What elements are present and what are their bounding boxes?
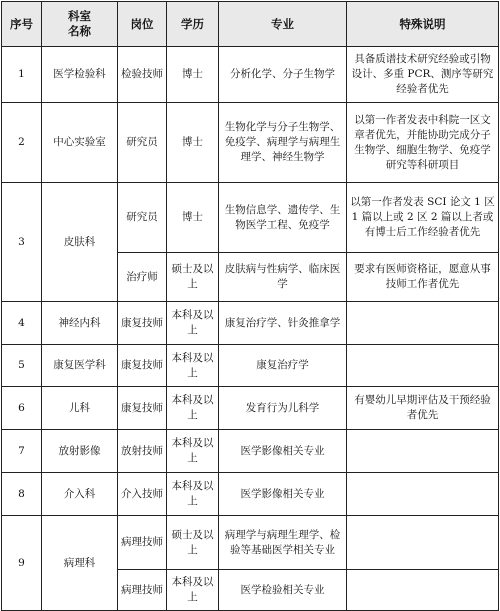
major-cell: 生物信息学、遗传学、生物医学工程、免疫学	[219, 183, 347, 253]
education-cell: 本科及以上	[167, 387, 219, 430]
recruitment-table	[1, 1, 499, 611]
major-cell: 医学检验相关专业	[219, 570, 347, 611]
table-row	[2, 430, 499, 473]
table-body	[2, 47, 499, 611]
table-row	[2, 302, 499, 345]
position-cell: 检验技师	[118, 47, 167, 103]
notes-cell: 有婴幼儿早期评估及干预经验者优先	[347, 387, 499, 430]
dept-cell: 儿科	[42, 387, 118, 430]
notes-cell: 以第一作者发表 SCI 论文 1 区 1 篇以上或 2 区 2 篇以上者或有博士后工作经验者优先	[347, 183, 499, 253]
major-cell: 发育行为儿科学	[219, 387, 347, 430]
position-cell: 康复技师	[118, 387, 167, 430]
seq-cell: 9	[2, 516, 42, 611]
notes-cell	[347, 570, 499, 611]
notes-cell	[347, 430, 499, 473]
education-cell: 博士	[167, 103, 219, 183]
seq-cell: 6	[2, 387, 42, 430]
education-cell: 博士	[167, 47, 219, 103]
notes-cell: 以第一作者发表中科院一区文章者优先，并能协助完成分子生物学、细胞生物学、免疫学研究等科研项目	[347, 103, 499, 183]
dept-cell: 中心实验室	[42, 103, 118, 183]
seq-cell: 8	[2, 473, 42, 516]
position-cell: 康复技师	[118, 302, 167, 345]
table-row	[2, 473, 499, 516]
header-dept: 科室 名称	[42, 2, 118, 47]
seq-cell: 3	[2, 183, 42, 302]
dept-cell: 医学检验科	[42, 47, 118, 103]
dept-cell: 神经内科	[42, 302, 118, 345]
dept-cell: 介入科	[42, 473, 118, 516]
position-cell: 放射技师	[118, 430, 167, 473]
header-major: 专业	[219, 2, 347, 47]
notes-cell: 具备质谱技术研究经验或引物设计、多重 PCR、测序等研究经验者优先	[347, 47, 499, 103]
table-row	[2, 47, 499, 103]
header-position: 岗位	[118, 2, 167, 47]
dept-cell: 病理科	[42, 516, 118, 611]
position-cell: 研究员	[118, 103, 167, 183]
position-cell: 康复技师	[118, 345, 167, 387]
major-cell: 病理学与病理生理学、检验等基础医学相关专业	[219, 516, 347, 570]
notes-cell: 要求有医师资格证，愿意从事技师工作者优先	[347, 253, 499, 302]
position-cell: 介入技师	[118, 473, 167, 516]
education-cell: 硕士及以上	[167, 516, 219, 570]
notes-cell	[347, 473, 499, 516]
education-cell: 本科及以上	[167, 345, 219, 387]
seq-cell: 4	[2, 302, 42, 345]
position-cell: 病理技师	[118, 570, 167, 611]
table-header	[2, 2, 499, 47]
table-row	[2, 345, 499, 387]
major-cell: 康复治疗学	[219, 345, 347, 387]
education-cell: 本科及以上	[167, 570, 219, 611]
education-cell: 博士	[167, 183, 219, 253]
table-row	[2, 387, 499, 430]
major-cell: 医学影像相关专业	[219, 473, 347, 516]
table-row	[2, 516, 499, 570]
seq-cell: 1	[2, 47, 42, 103]
header-education: 学历	[167, 2, 219, 47]
dept-cell: 放射影像	[42, 430, 118, 473]
table-row	[2, 183, 499, 253]
dept-cell: 康复医学科	[42, 345, 118, 387]
position-cell: 治疗师	[118, 253, 167, 302]
notes-cell	[347, 516, 499, 570]
notes-cell	[347, 302, 499, 345]
notes-cell	[347, 345, 499, 387]
seq-cell: 2	[2, 103, 42, 183]
seq-cell: 5	[2, 345, 42, 387]
major-cell: 康复治疗学、针灸推拿学	[219, 302, 347, 345]
major-cell: 医学影像相关专业	[219, 430, 347, 473]
header-notes: 特殊说明	[347, 2, 499, 47]
major-cell: 皮肤病与性病学、临床医学	[219, 253, 347, 302]
dept-cell: 皮肤科	[42, 183, 118, 302]
education-cell: 本科及以上	[167, 430, 219, 473]
seq-cell: 7	[2, 430, 42, 473]
position-cell: 病理技师	[118, 516, 167, 570]
major-cell: 分析化学、分子生物学	[219, 47, 347, 103]
table-row	[2, 103, 499, 183]
education-cell: 本科及以上	[167, 473, 219, 516]
header-seq: 序号	[2, 2, 42, 47]
education-cell: 硕士及以上	[167, 253, 219, 302]
education-cell: 本科及以上	[167, 302, 219, 345]
major-cell: 生物化学与分子生物学、免疫学、病理学与病理生理学、神经生物学	[219, 103, 347, 183]
position-cell: 研究员	[118, 183, 167, 253]
